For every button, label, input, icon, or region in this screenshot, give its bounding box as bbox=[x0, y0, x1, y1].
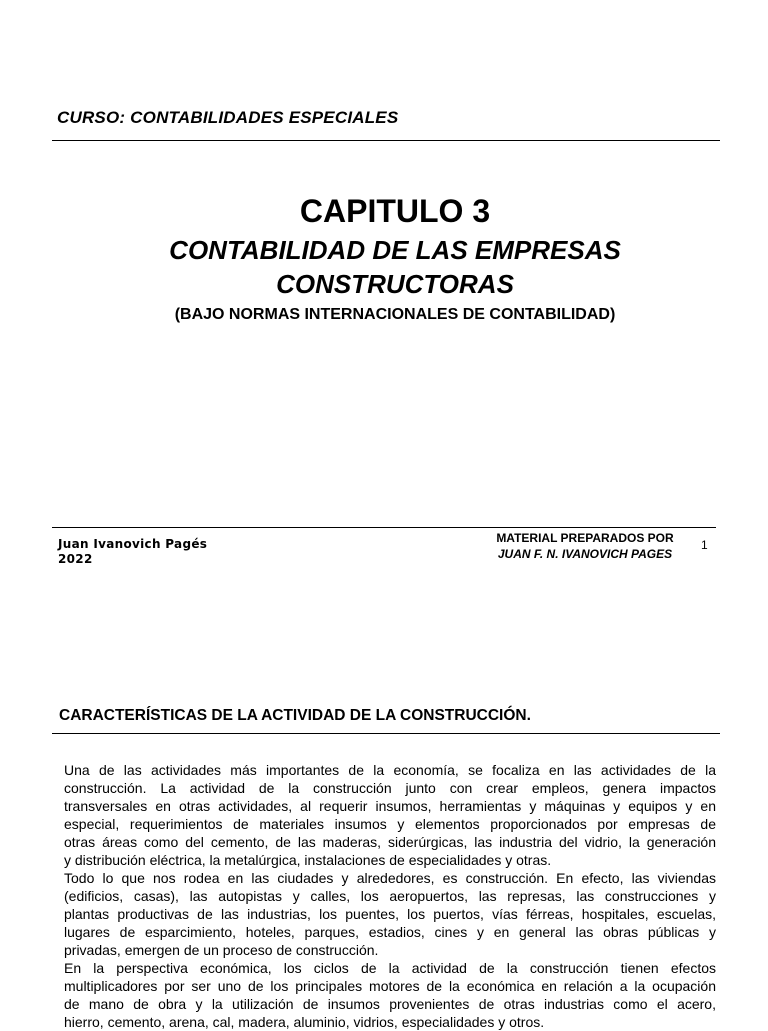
chapter-subtitle-line: CONSTRUCTORAS bbox=[276, 269, 514, 299]
text-line: hierro, cemento, arena, cal, madera, aluminio, vidrios, especialidades y otros. bbox=[64, 1014, 545, 1030]
text-line: y distribución eléctrica, la metalúrgica, instalaciones de especialidades y otras. bbox=[64, 852, 552, 868]
section-heading: CARACTERÍSTICAS DE LA ACTIVIDAD DE LA CONSTRUCCIÓN. bbox=[59, 707, 531, 724]
paragraph-2 bbox=[64, 869, 716, 941]
text-line: lugares de esparcimiento, hoteles, parques, estadios, cines y en general las obras públicas y bbox=[64, 924, 716, 940]
text-line: multiplicadores por ser uno de los principales motores de la económica en relación a la ocupación bbox=[64, 978, 716, 994]
text-line: plantas productivas de las industrias, los puentes, los puertos, vías férreas, hospitales, escuelas, bbox=[64, 906, 716, 922]
text-line: otras áreas como del cemento, de las maderas, siderúrgicas, las industria del vidrio, la generación bbox=[64, 834, 716, 850]
footer-material bbox=[460, 530, 710, 562]
paragraph-1-last bbox=[64, 851, 716, 869]
page-number: 1 bbox=[701, 538, 708, 552]
footer-divider bbox=[52, 527, 716, 528]
section-divider bbox=[52, 733, 720, 734]
material-author: JUAN F. N. IVANOVICH PAGES bbox=[497, 547, 673, 561]
footer-author bbox=[58, 537, 207, 567]
text-line: de mano de obra y la utilización de insumos provenientes de otras industrias como el acero, bbox=[64, 996, 716, 1012]
paragraph-1 bbox=[64, 761, 716, 851]
text-line: transversales en otras actividades, al requerir insumos, herramientas y máquinas y equipos y en bbox=[64, 798, 716, 814]
text-line: Una de las actividades más importantes de la economía, se focaliza en las actividades de la bbox=[64, 762, 716, 778]
author-year: 2022 bbox=[58, 552, 93, 566]
paragraph-3-last bbox=[64, 1013, 716, 1031]
chapter-subtitle-line: CONTABILIDAD DE LAS EMPRESAS bbox=[169, 235, 621, 265]
norms-subtitle: (BAJO NORMAS INTERNACIONALES DE CONTABILIDAD) bbox=[174, 306, 616, 323]
chapter-subtitle bbox=[0, 233, 768, 301]
body-text bbox=[64, 761, 716, 1031]
paragraph-3 bbox=[64, 959, 716, 1013]
header-divider bbox=[52, 140, 720, 141]
author-name: Juan Ivanovich Pagés bbox=[58, 537, 208, 551]
course-title: CURSO: CONTABILIDADES ESPECIALES bbox=[57, 108, 399, 127]
text-line: privadas, emergen de un proceso de construcción. bbox=[64, 942, 379, 958]
text-line: (edificios, casas), las autopistas y calles, los aeropuertos, las represas, las construcciones y bbox=[64, 888, 716, 904]
chapter-title: CAPITULO 3 bbox=[299, 193, 491, 229]
text-line: Todo lo que nos rodea en las ciudades y alrededores, es construcción. En efecto, las viviendas bbox=[64, 870, 716, 886]
text-line: especial, requerimientos de materiales insumos y elementos proporcionados por empresas de bbox=[64, 816, 716, 832]
text-line: construcción. La actividad de la construcción junto con crear empleos, genera impactos bbox=[64, 780, 716, 796]
paragraph-2-last bbox=[64, 941, 716, 959]
material-label: MATERIAL PREPARADOS POR bbox=[496, 531, 674, 545]
text-line: En la perspectiva económica, los ciclos de la actividad de la construcción tienen efectos bbox=[64, 960, 716, 976]
